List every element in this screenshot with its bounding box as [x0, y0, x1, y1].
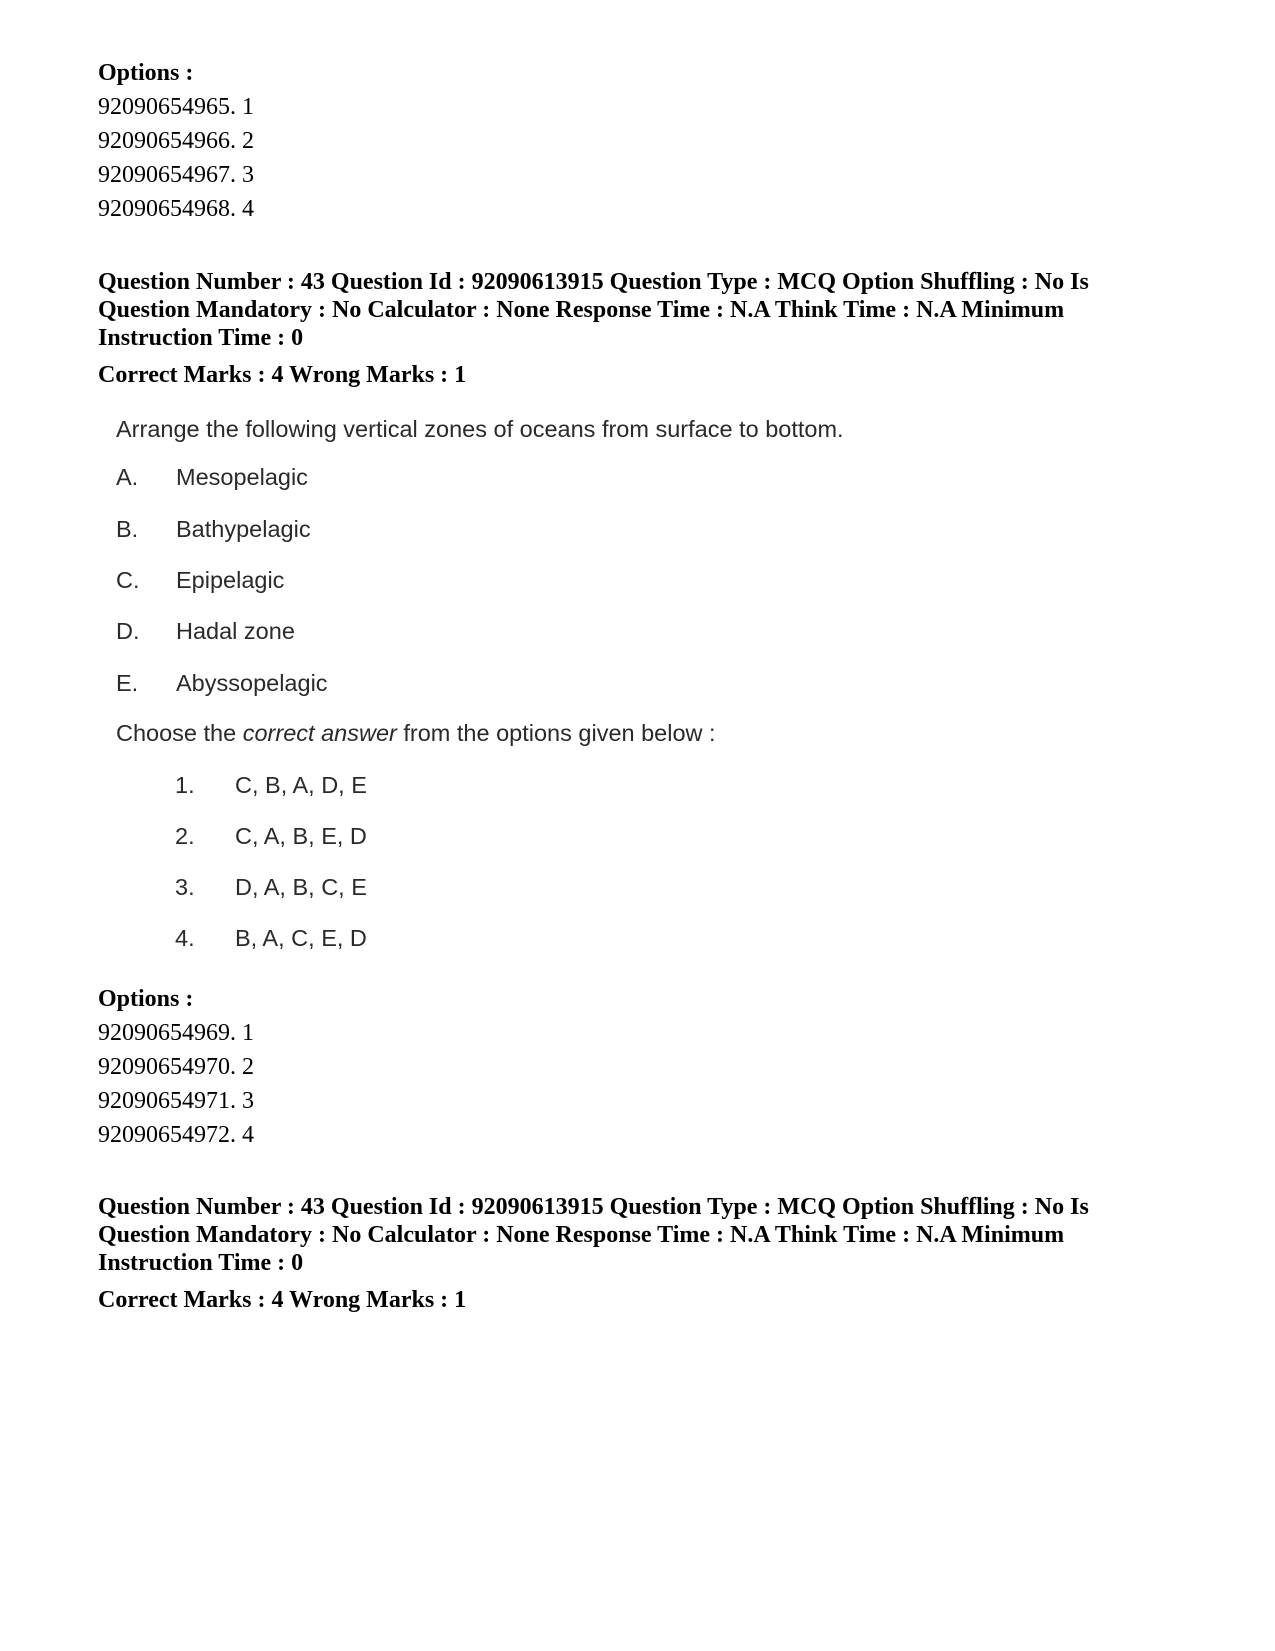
option-line: 92090654966. 2	[98, 128, 254, 154]
answer-number: 2.	[175, 823, 195, 849]
answer-choice	[175, 925, 367, 952]
option-line: 92090654968. 4	[98, 196, 254, 222]
list-item	[116, 464, 308, 491]
answer-number: 4.	[175, 925, 195, 951]
question-header-line: Question Mandatory : No Calculator : None Response Time : N.A Think Time : N.A Minimum	[98, 297, 1065, 323]
item-letter: E.	[116, 670, 139, 696]
answer-choice	[175, 823, 367, 850]
item-text: Hadal zone	[176, 618, 295, 644]
choose-emphasis: correct answer	[242, 720, 397, 746]
options-label: Options :	[98, 60, 194, 86]
choose-text: Choose the	[116, 720, 243, 746]
answer-text: C, A, B, E, D	[235, 823, 367, 849]
question-prompt	[116, 416, 844, 452]
option-line: 92090654971. 3	[98, 1088, 254, 1114]
answer-choice	[175, 772, 367, 799]
question-header-block	[98, 268, 1178, 392]
answer-text: C, B, A, D, E	[235, 772, 367, 798]
question-header-line: Question Number : 43 Question Id : 92090613915 Question Type : MCQ Option Shuffling : No Is	[98, 269, 1089, 295]
question-header-line: Instruction Time : 0	[98, 1250, 304, 1276]
option-line: 92090654969. 1	[98, 1020, 254, 1046]
item-letter: B.	[116, 516, 139, 542]
answer-number: 3.	[175, 874, 195, 900]
item-letter: C.	[116, 567, 140, 593]
top-options-block	[98, 56, 1178, 226]
question-prompt-text: Arrange the following vertical zones of oceans from surface to bottom.	[116, 416, 844, 442]
item-text: Abyssopelagic	[176, 670, 328, 696]
answer-text: D, A, B, C, E	[235, 874, 367, 900]
item-letter: A.	[116, 464, 139, 490]
option-line: 92090654972. 4	[98, 1122, 254, 1148]
list-item	[116, 567, 284, 594]
question-header-line: Question Mandatory : No Calculator : None Response Time : N.A Think Time : N.A Minimum	[98, 1222, 1065, 1248]
mid-options-block	[98, 982, 1178, 1152]
list-item	[116, 618, 295, 645]
item-text: Mesopelagic	[176, 464, 308, 490]
answer-choice	[175, 874, 367, 901]
question-header-line: Instruction Time : 0	[98, 325, 304, 351]
choose-text: from the options given below :	[396, 720, 716, 746]
item-letter: D.	[116, 618, 140, 644]
list-item	[116, 516, 311, 543]
list-item	[116, 670, 328, 697]
option-line: 92090654967. 3	[98, 162, 254, 188]
option-line: 92090654965. 1	[98, 94, 254, 120]
next-question-header-block	[98, 1193, 1178, 1317]
answer-number: 1.	[175, 772, 195, 798]
question-marks: Correct Marks : 4 Wrong Marks : 1	[98, 362, 467, 388]
choose-instruction	[116, 720, 716, 747]
question-header-line: Question Number : 43 Question Id : 92090613915 Question Type : MCQ Option Shuffling : No Is	[98, 1194, 1089, 1220]
option-line: 92090654970. 2	[98, 1054, 254, 1080]
item-text: Bathypelagic	[176, 516, 311, 542]
item-text: Epipelagic	[176, 567, 285, 593]
answer-text: B, A, C, E, D	[235, 925, 367, 951]
options-label: Options :	[98, 986, 194, 1012]
question-marks: Correct Marks : 4 Wrong Marks : 1	[98, 1287, 467, 1313]
